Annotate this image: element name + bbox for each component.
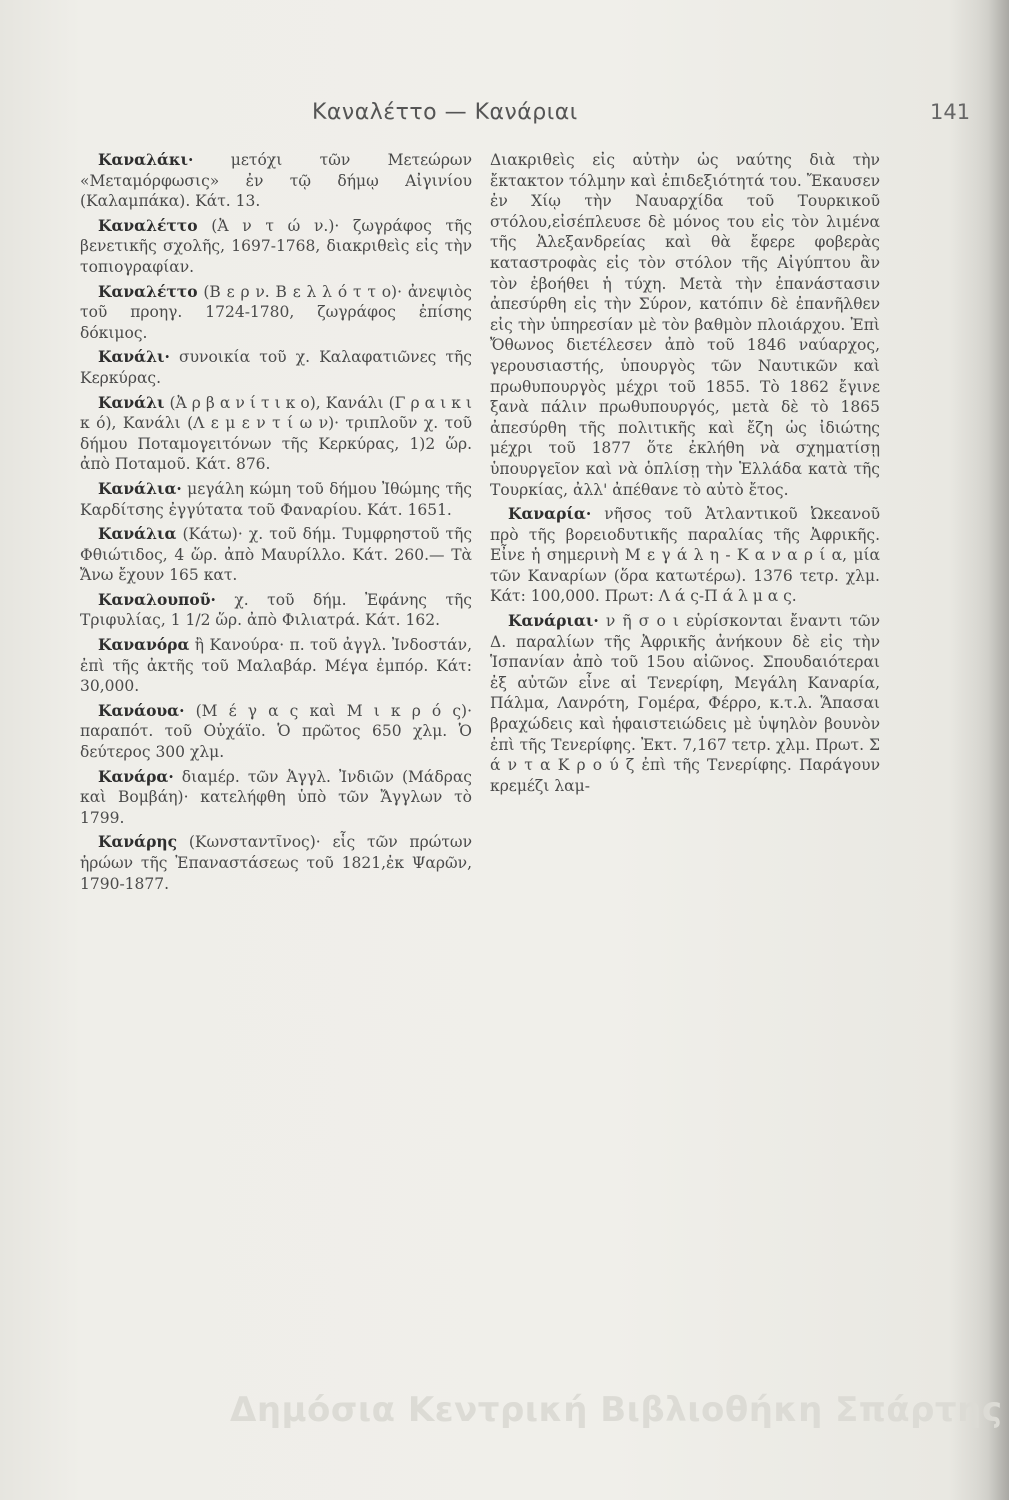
right-column <box>490 150 880 796</box>
dictionary-entry <box>80 150 472 212</box>
entry-text: (Κωνσταντῖνος)· εἷς τῶν πρώτων ἡρώων τῆς Ἐπαναστάσεως τοῦ 1821,ἐκ Ψαρῶν, 1790-1877. <box>80 833 472 893</box>
entry-text: νῆσος τοῦ Ἀτλαντικοῦ Ὠκεανοῦ πρὸ τῆς βορειοδυτικῆς παραλίας τῆς Ἀφρικῆς. Εἶνε ἡ σημερινὴ Μ ε γ ά λ η - Κ α ν α ρ ί α, μία τῶν Καναρίων (ὅρα κατωτέρω). 1376 τετρ. χλμ. Κάτ: 100,000. Πρωτ: Λ ά ς-Π ά λ μ α ς. <box>490 505 880 606</box>
entry-headword: Καναλέττο <box>98 215 198 235</box>
entry-headword: Κανάλια <box>98 524 177 544</box>
entry-headword: Κανάουα· <box>98 700 185 720</box>
entry-headword: Καναλέττο <box>98 281 198 301</box>
entry-text: (Κάτω)· χ. τοῦ δήμ. Τυμφρηστοῦ τῆς Φθιώτιδος, 4 ὥρ. ἀπὸ Μαυρίλλο. Κάτ. 260.— Τὰ Ἄνω ἔχουν 165 κατ. <box>80 525 472 585</box>
running-head <box>0 100 1009 140</box>
library-watermark: Δημόσια Κεντρική Βιβλιοθήκη Σπάρτης <box>230 1390 1003 1430</box>
entry-text: διαμέρ. τῶν Ἀγγλ. Ἰνδιῶν (Μάδρας καὶ Βομβάη)· κατελήφθη ὑπὸ τῶν Ἄγγλων τὸ 1799. <box>80 767 472 827</box>
dictionary-entry <box>80 282 472 344</box>
entry-headword: Κανάλια· <box>98 478 182 498</box>
dictionary-entry <box>80 524 472 586</box>
dictionary-entry <box>80 832 472 894</box>
entry-text: (Β ε ρ ν. Β ε λ λ ό τ τ ο)· ἀνεψιὸς τοῦ προηγ. 1724-1780, ζωγράφος ἐπίσης δόκιμος. <box>80 282 472 342</box>
entry-headword: Κανάριαι· <box>508 611 599 631</box>
dictionary-entry <box>80 347 472 388</box>
dictionary-entry <box>490 611 880 796</box>
entry-text: (Ἀ ρ β α ν ί τ ι κ ο), Κανάλι (Γ ρ α ι κ ι κ ό), Κανάλι (Λ ε μ ε ν τ ί ω ν)· τριπλοῦν χ. τοῦ δήμου Ποταμογειτόνων τῆς Κερκύρας, 1)2 ὥρ. ἀπὸ Ποταμοῦ. Κάτ. 876. <box>80 393 472 474</box>
entry-text: χ. τοῦ δήμ. Ἐφάνης τῆς Τριφυλίας, 1 1/2 ὥρ. ἀπὸ Φιλιατρά. Κάτ. 162. <box>80 590 472 630</box>
dictionary-entry <box>80 767 472 829</box>
dictionary-entry <box>80 479 472 520</box>
running-title: Καναλέττο — Κανάριαι <box>312 100 578 125</box>
dictionary-entry <box>80 701 472 763</box>
dictionary-entry <box>490 150 880 500</box>
entry-text: ἢ Κανούρα· π. τοῦ ἀγγλ. Ἰνδοστάν, ἐπὶ τῆς ἀκτῆς τοῦ Μαλαβάρ. Μέγα ἐμπόρ. Κάτ: 30,000. <box>80 636 472 696</box>
entry-headword: Καναρία· <box>508 504 592 524</box>
page-number: 141 <box>930 100 971 124</box>
entry-headword: Κανάλι· <box>98 347 170 367</box>
entry-headword: Καναλάκι· <box>98 150 194 169</box>
page-edge-shadow <box>989 0 1009 1500</box>
entry-headword: Κανανόρα <box>98 635 190 655</box>
entry-headword: Κανάλι <box>98 392 165 412</box>
entry-text: μετόχι τῶν Μετεώρων «Μεταμόρφωσις» ἐν τῷ δήμῳ Αἰγινίου (Καλαμπάκα). Κάτ. 13. <box>80 151 472 211</box>
entry-headword: Κανάρα· <box>98 766 174 786</box>
entry-headword: Κανάρης <box>98 832 178 852</box>
entry-text: (Μ έ γ α ς καὶ Μ ι κ ρ ό ς)· παραπότ. τοῦ Οὐχάϊο. Ὁ πρῶτος 650 χλμ. Ὁ δεύτερος 300 χλμ. <box>80 701 472 762</box>
dictionary-entry <box>490 504 880 607</box>
entry-text: ν ῆ σ ο ι εὑρίσκονται ἔναντι τῶν Δ. παραλίων τῆς Ἀφρικῆς ἀνήκουν δὲ εἰς τὴν Ἱσπανίαν ἀπὸ τοῦ 15ου αἰῶνος. Σπουδαιότεραι ἐξ αὐτῶν εἶνε αἱ Τενερίφη, Μεγάλη Καναρία, Πάλμα, Λανρότη, Γομέρα, Φέρρο, κ.τ.λ. Ἅπασαι βραχώδεις καὶ ἡφαιστειώδεις μὲ ὑψηλὸν βουνὸν ἐπὶ τῆς Τενερίφης. Ἐκτ. 7,167 τετρ. χλμ. Πρωτ. Σ ά ν τ α Κ ρ ο ύ ζ ἐπὶ τῆς Τενερίφης. Παράγουν κρεμέζι λαμ- <box>490 612 880 795</box>
entry-text: μεγάλη κώμη τοῦ δήμου Ἰθώμης τῆς Καρδίτσης ἐγγύτατα τοῦ Φαναρίου. Κάτ. 1651. <box>80 479 472 519</box>
entry-text: συνοικία τοῦ χ. Καλαφατιῶνες τῆς Κερκύρας. <box>80 348 472 387</box>
dictionary-entry <box>80 393 472 475</box>
entry-headword: Καναλουποῦ· <box>98 589 216 609</box>
dictionary-entry <box>80 216 472 278</box>
dictionary-entry <box>80 635 472 697</box>
entry-text: Διακριθεὶς εἰς αὐτὴν ὡς ναύτης διὰ τὴν ἔκτακτον τόλμην καὶ ἐπιδεξιότητά του. Ἔκαυσεν ἐν Χίῳ τὴν Ναυαρχίδα τοῦ Τουρκικοῦ στόλου,εἰσέπλευσε δὲ μόνος του εἰς τὸν λιμένα τῆς Ἀλεξανδρείας καὶ θὰ ἔφερε φοβερὰς καταστροφὰς εἰς τὸν στόλον τῆς Αἰγύπτου ἂν τὸν ἐβοήθει ἡ τύχη. Μετὰ τὴν ἐπανάστασιν ἀπεσύρθη εἰς τὴν Σύρον, κατόπιν δὲ ἐπανῆλθεν εἰς τὴν ὑπηρεσίαν μὲ τὸν βαθμὸν πλοιάρχου. Ἐπὶ Ὄθωνος διετέλεσεν ἀπὸ τοῦ 1846 ναύαρχος, γερουσιαστής, ὑπουργὸς τῶν Ναυτικῶν καὶ πρωθυπουργὸς μέχρι τοῦ 1855. Τὸ 1862 ἔγινε ξανὰ πάλιν πρωθυπουργός, μετὰ δὲ τὸ 1865 ἀπεσύρθη τῆς πολιτικῆς καὶ ἔζη ὡς ἰδιώτης μέχρι τοῦ 1877 ὅτε ἐκλήθη νὰ σχηματίσῃ ὑπουργεῖον καὶ νὰ ὁπλίσῃ τὴν Ἑλλάδα κατὰ τῆς Τουρκίας, ἀλλ' ἀπέθανε τὸ αὐτὸ ἔτος. <box>490 151 880 499</box>
left-column <box>80 150 472 894</box>
dictionary-entry <box>80 590 472 631</box>
entry-text: (Ἀ ν τ ώ ν.)· ζωγράφος τῆς βενετικῆς σχολῆς, 1697-1768, διακριθεὶς εἰς τὴν τοπιογραφίαν. <box>80 216 472 276</box>
